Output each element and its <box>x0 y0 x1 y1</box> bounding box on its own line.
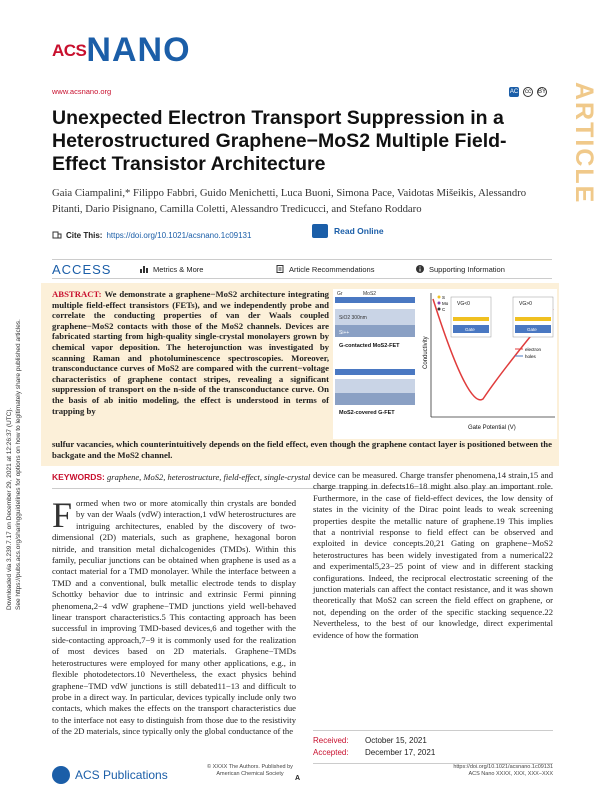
received-label: Received: <box>313 736 349 745</box>
toc-graphic <box>333 289 557 439</box>
copyright: © XXXX The Authors. Published by American Chemical Society <box>207 764 293 777</box>
section-tab <box>566 82 600 212</box>
device-schematic-bottom <box>335 369 415 416</box>
download-note: Downloaded via 3.239.7.17 on December 29, 2021 at 12:26:37 (UTC). <box>6 407 13 610</box>
section-tab-label: ARTICLE <box>570 82 598 205</box>
journal-url[interactable]: www.acsnano.org <box>52 87 112 96</box>
panel-label-pos: VG>0 <box>519 301 532 307</box>
open-access-icon: AC <box>509 89 519 95</box>
y-axis-label: Conductivity <box>423 336 429 369</box>
page-number: A <box>295 775 301 782</box>
metrics-label: Metrics & More <box>153 264 204 274</box>
metrics-more-link[interactable] <box>140 265 276 274</box>
label-mos2-covered-fet: MoS2-covered G-FET <box>339 410 395 416</box>
abstract-label: ABSTRACT: <box>52 289 102 299</box>
supporting-information-link[interactable] <box>416 265 505 274</box>
panel-label-neg: VG<0 <box>457 301 470 307</box>
read-online-button[interactable] <box>312 224 384 238</box>
article-recommendations-link[interactable] <box>276 265 416 274</box>
cite-icon <box>52 230 62 240</box>
access-bar <box>52 259 552 279</box>
x-axis-label: Gate Potential (V) <box>468 425 516 431</box>
gate-label-left: Gate <box>465 327 475 332</box>
article-dates <box>313 730 553 764</box>
abstract-text <box>52 289 329 416</box>
author-list: Gaia Ciampalini,* Filippo Fabbri, Guido Menichetti, Luca Buoni, Simona Pace, Vaidotas Mišeikis, Alessandro Pitanti, Dario Pisignano, Camilla Coletti, Alessandro Tredicucci, and Stefano Roddaro <box>52 187 527 215</box>
legend-mo: Mo <box>442 301 449 306</box>
legend-c: C <box>442 307 446 312</box>
recommendations-label: Article Recommendations <box>289 264 375 274</box>
abstract-tail: sulfur vacancies, which counterintuitively depends on the field effect, even though the graphene contact layer is positioned between the backgate and the MoS2 channel. <box>52 439 552 460</box>
cite-doi-link[interactable]: https://doi.org/10.1021/acsnano.1c09131 <box>106 230 252 240</box>
conductivity-plot <box>423 293 555 431</box>
received-date: October 15, 2021 <box>365 736 427 745</box>
access-label: ACCESS <box>52 261 112 277</box>
legend-holes: holes <box>525 354 536 359</box>
journal-logo[interactable] <box>52 27 191 67</box>
info-icon <box>416 265 424 273</box>
read-online-label: Read Online <box>334 226 384 236</box>
keywords-list: graphene, MoS2, heterostructure, field-effect, single-crystal <box>107 472 311 482</box>
article-title: Unexpected Electron Transport Suppression in a Heterostructured Graphene−MoS2 Multiple Field-Effect Transistor Architecture <box>52 107 507 175</box>
accepted-date: December 17, 2021 <box>365 748 436 757</box>
publisher-logo[interactable] <box>52 766 168 784</box>
logo-nano: NANO <box>86 31 191 69</box>
drop-cap: F <box>52 495 73 535</box>
gate-label-right: Gate <box>527 327 537 332</box>
cite-bar <box>52 226 552 244</box>
logo-acs: ACS <box>52 41 87 60</box>
document-icon <box>276 265 284 273</box>
bar-chart-icon <box>140 265 148 273</box>
accepted-label: Accepted: <box>313 748 349 757</box>
cite-label: Cite This: <box>66 230 103 240</box>
footer-doi-link[interactable]: https://doi.org/10.1021/acsnano.1c09131 <box>453 764 553 770</box>
attribution-icon: BY <box>538 89 547 95</box>
body-column-left <box>52 495 296 738</box>
device-schematic-top <box>335 291 415 349</box>
footer-journal-ref: ACS Nano XXXX, XXX, XXX−XXX <box>468 771 553 777</box>
layer-label-gr: Gr <box>337 291 343 297</box>
footer-reference <box>440 764 553 778</box>
layer-label-mos2: MoS2 <box>363 291 377 297</box>
keywords-label: KEYWORDS: <box>52 472 105 482</box>
body-column-right: device can be measured. Charge transfer phenomena,14 strain,15 and charge trapping in defects16−18 might also play an important role. Furthermore, in the case of field-effect devices, the low density of states in the vicinity of the Dirac point leads to weak screening properties despite the metallic nature of graphene.19 This implies that a nontrivial response to field effect can be observed and exploited in device concepts.20,21 Gating on graphene−MoS2 heterostructures has been widely investigated from a numerical22 and experimental5,23−25 point of view and in different stacking configurations. Indeed, the reciprocal electrostatic screening of the junction materials can affect the contact resistance, and it was shown theoretically that MoS2 can screen the field effect on graphene, or not, depending on the order of the specific stacking sequence.22 Nevertheless, to the best of our knowledge, direct experimental evidence of how the formation <box>313 470 553 640</box>
abstract-body: We demonstrate a graphene−MoS2 architecture integrating multiple field-effect transistors (FETs), and we independently probe and correlate the conducting properties of van der Waals coupled graphene−MoS2 contacts with those of the MoS2 channels. Devices are fabricated starting from high-quality single-crystal monolayers grown by chemical vapor deposition. The heterojunction was investigated by scanning Raman and photoluminescence spectroscopies. Moreover, transconductance curves of MoS2 are compared with the current−voltage characteristics of graphene contact stripes, revealing a significant suppression of transport on the n-side of the transconductance curve. On the basis of ab initio modeling, the effect is understood in terms of trapping by <box>52 289 329 416</box>
body-text-left: ormed when two or more atomically thin crystals are bonded by van der Waals (vdW) interaction,1 vdW heterostructures are intriguing architectures, enabled by the discovery of two-dimensional (2D) materials, such as graphene, hexagonal boron nitride, and transition metal dichalcogenides (TMDs). Within this family, peculiar junctions can be obtained when graphene is used as a contact material for a TMD monolayer. While the interface between a TMD and a conventional, bulk metallic electrode tends to display Schottky behavior due to intrinsic and extrinsic Fermi pinning phenomena,2−4 vdW graphene−TMD junctions yield well-behaved linear transport characteristics.5 This contacting approach has been successful in improving TMD-based devices,6 and together with the side-contacting approach,7−9 it is commonly used for the realization of most devices based on 2D materials. Graphene−TMDs heterostructures were employed for many other applications, e.g., in flexible photodetectors.10 Nevertheless, the exact physics behind graphene−TMD vdW junctions is still debated11−13 and difficult to probe in a direct way. In particular, devices typically include only two contacts, which makes the effects on the transport characteristics due to the interface not easy to distinguish from those due to the resistivity of the 2D materials, since typically only the global conductance of the <box>52 498 296 737</box>
read-online-icon <box>312 224 328 238</box>
acs-publications-icon <box>52 766 70 784</box>
legend-s: S <box>442 295 446 300</box>
legend-electron: electron <box>525 347 542 352</box>
sharing-guidelines-note: See https://pubs.acs.org/sharingguidelines for options on how to legitimately share published articles. <box>15 319 22 610</box>
layer-label-sio2: SiO2 300nm <box>339 315 367 321</box>
creative-commons-icon: cc <box>525 89 531 95</box>
supporting-label: Supporting Information <box>429 264 505 274</box>
layer-label-si: Si++ <box>339 330 350 336</box>
publisher-name: ACS Publications <box>75 768 168 782</box>
label-g-contacted-fet: G-contacted MoS2-FET <box>339 343 400 349</box>
